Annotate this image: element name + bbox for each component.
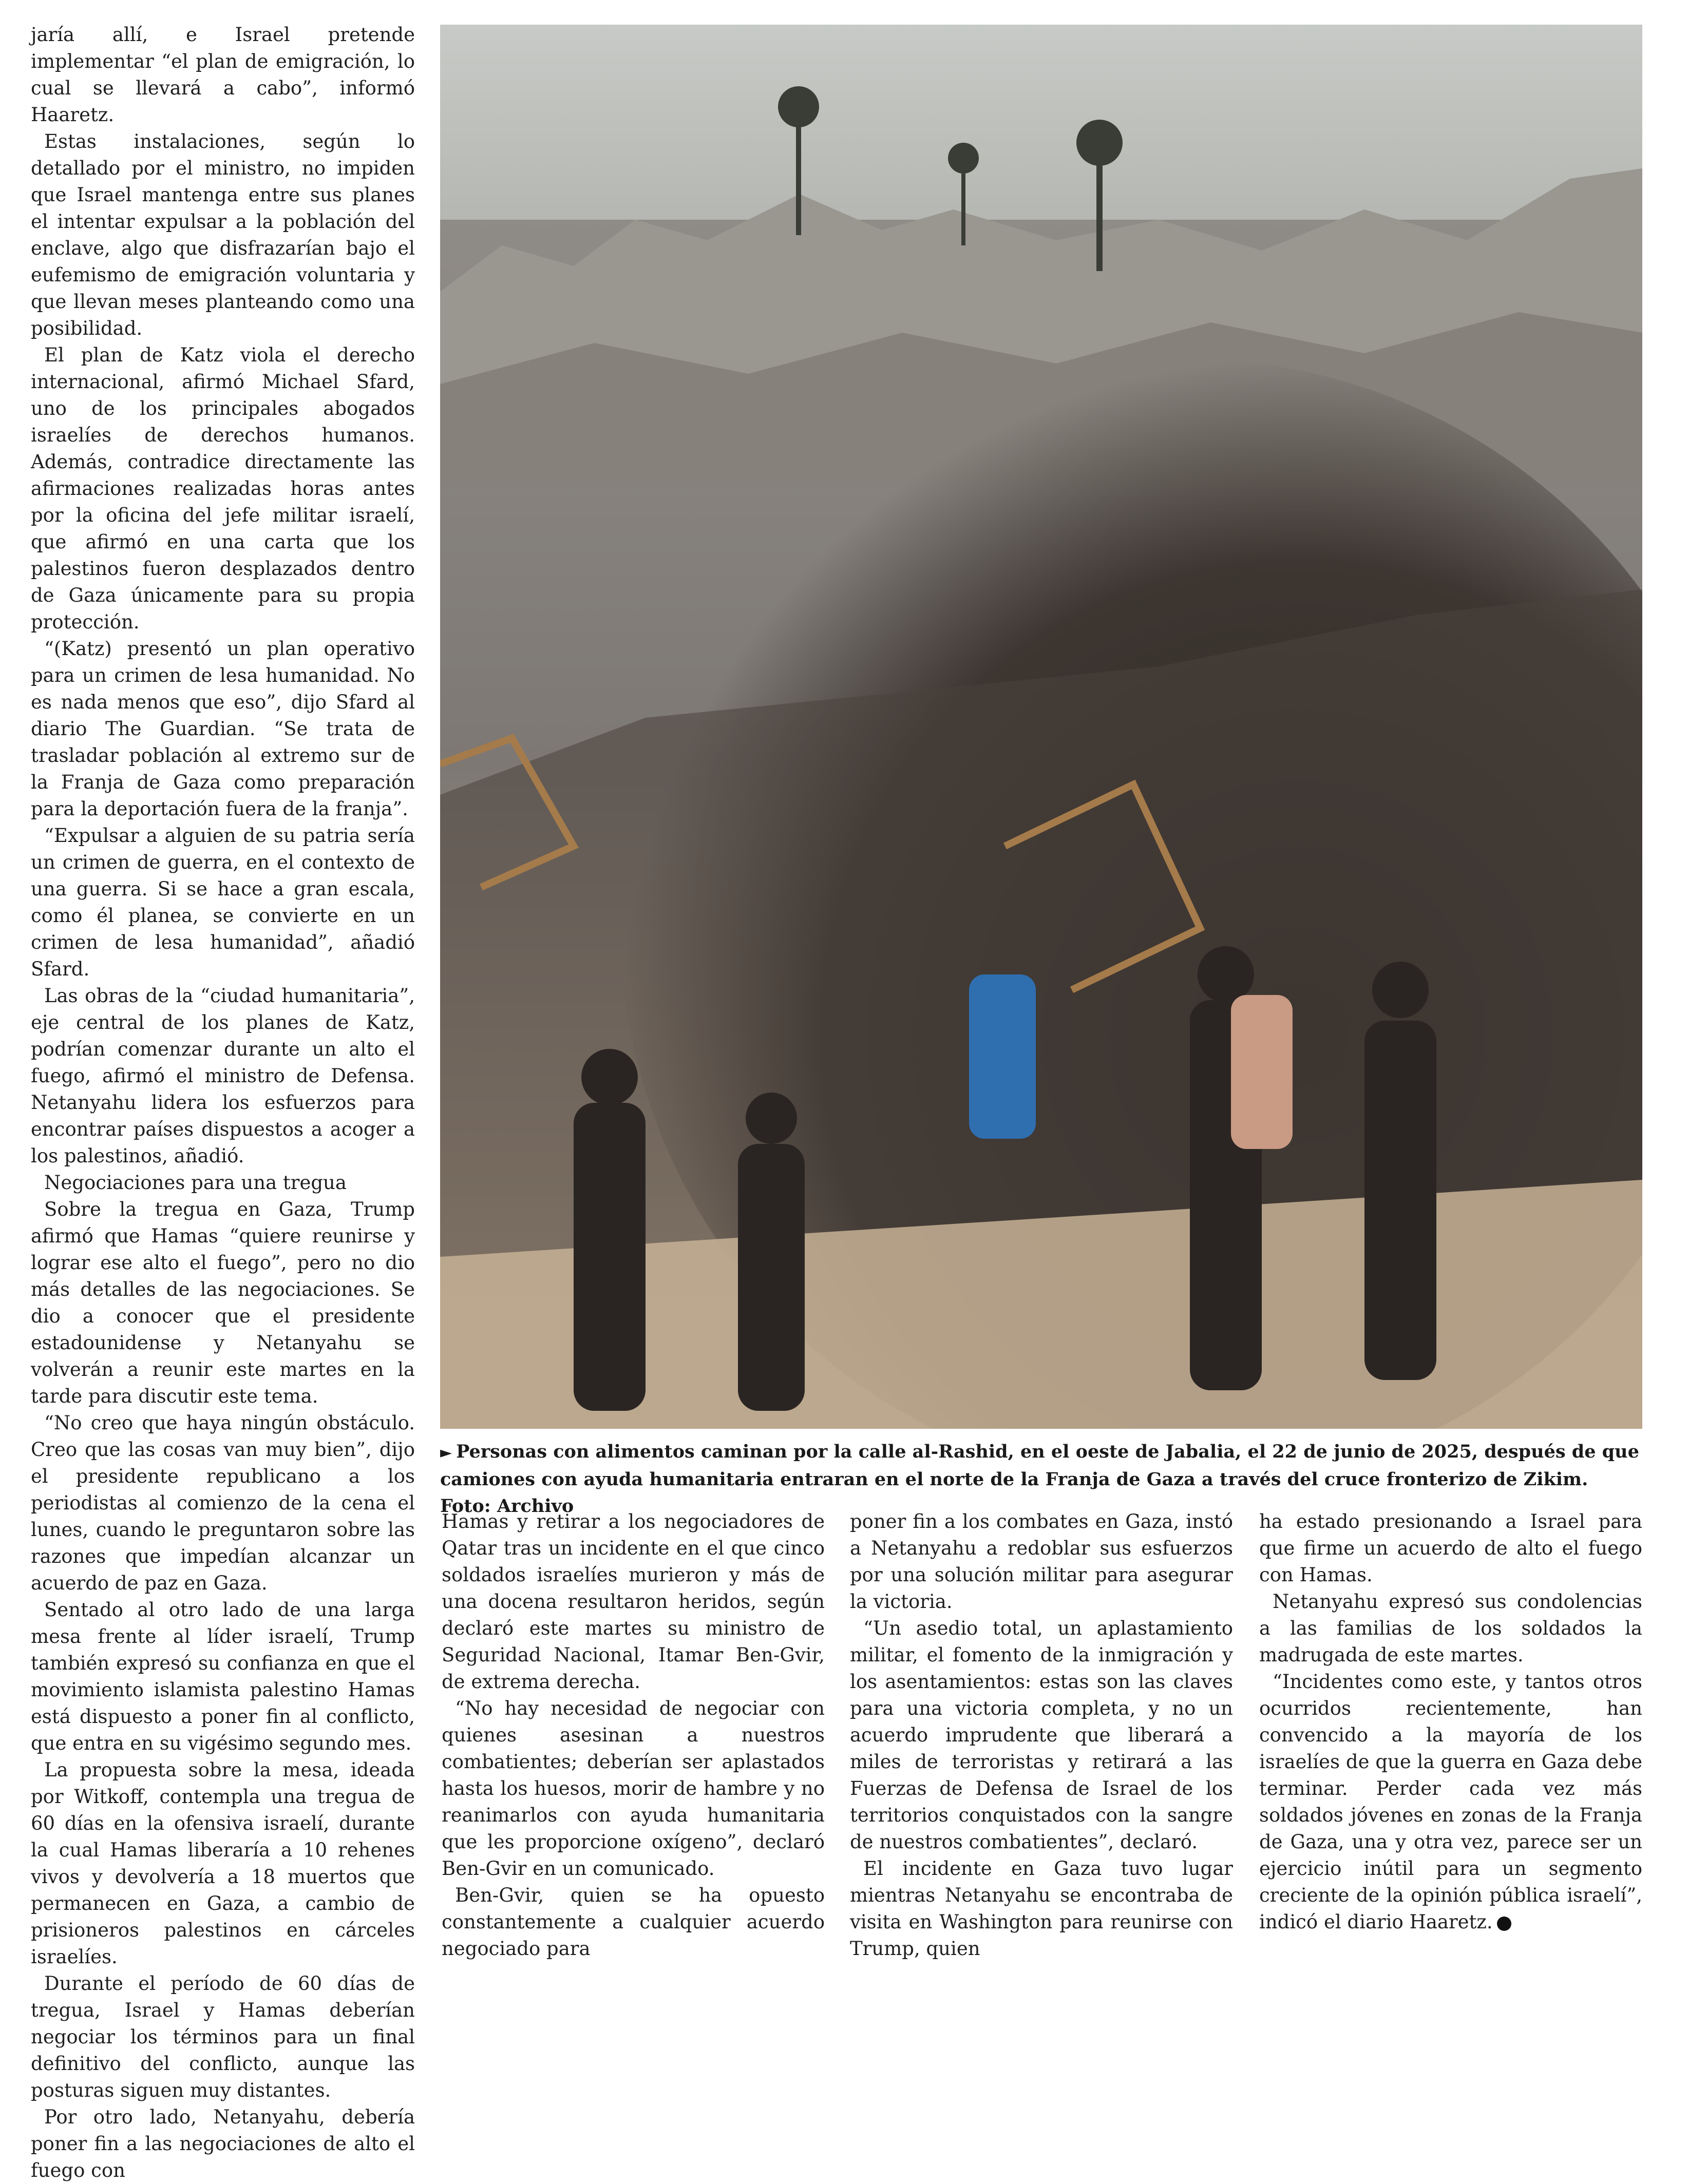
caption-arrow-icon: ► (440, 1444, 452, 1462)
paragraph: Netanyahu expresó sus condolencias a las familias de los soldados la madrugada de este martes. (1259, 1591, 1642, 1666)
news-photo (440, 25, 1642, 1429)
article-column-2 (442, 1508, 825, 1962)
caption-text: Personas con alimentos caminan por la calle al-Rashid, en el oeste de Jabalia, el 22 de junio de 2025, después de que camiones con ayuda humanitaria entraran en el norte de la Franja de Gaza a través del cruce fronterizo de Zikim. Foto: Archivo (440, 1441, 1639, 1517)
paragraph: “Expulsar a alguien de su patria sería un crimen de guerra, en el contexto de una guerra. Si se hace a gran escala, como él planea, se convierte en un crimen de lesa humanidad”, añadió Sfard. (31, 825, 415, 980)
paragraph: Sentado al otro lado de una larga mesa frente al líder israelí, Trump también expresó su confianza en que el movimiento islamista palestino Hamas está dispuesto a poner fin al conflicto, que entra en su vigésimo segundo mes. (31, 1599, 415, 1754)
photo-caption (440, 1439, 1642, 1520)
paragraph: El plan de Katz viola el derecho internacional, afirmó Michael Sfard, uno de los principales abogados israelíes de derechos humanos. Además, contradice directamente las afirmaciones realizadas horas antes por la oficina del jefe militar israelí, que afirmó en una carta que los palestinos fueron desplazados dentro de Gaza únicamente para su propia protección. (31, 344, 415, 633)
article-column-3 (850, 1508, 1233, 1962)
photo-crowd-rubble-icon (440, 25, 1642, 1429)
paragraph: “(Katz) presentó un plan operativo para un crimen de lesa humanidad. No es nada menos que eso”, dijo Sfard al diario The Guardian. “Se trata de trasladar población al extremo sur de la Franja de Gaza como preparación para la deportación fuera de la franja”. (31, 638, 415, 820)
paragraph: El incidente en Gaza tuvo lugar mientras Netanyahu se encontraba de visita en Washington para reunirse con Trump, quien (850, 1857, 1233, 1960)
paragraph: “No creo que haya ningún obstáculo. Creo que las cosas van muy bien”, dijo el presidente republicano a los periodistas al comienzo de la cena el lunes, cuando le preguntaron sobre las razones que impedían alcanzar un acuerdo de paz en Gaza. (31, 1412, 415, 1594)
paragraph: ha estado presionando a Israel para que firme un acuerdo de alto el fuego con Hamas. (1259, 1510, 1642, 1586)
end-of-article-icon (1497, 1917, 1511, 1931)
paragraph: Las obras de la “ciudad humanitaria”, eje central de los planes de Katz, podrían comenzar durante un alto el fuego, afirmó el ministro de Defensa. Netanyahu lidera los esfuerzos para encontrar países dispuestos a acoger a los palestinos, añadió. (31, 985, 415, 1167)
section-subheading: Negociaciones para una tregua (44, 1172, 347, 1194)
paragraph: “Incidentes como este, y tantos otros ocurridos recientemente, han convencido a la mayoría de los israelíes de que la guerra en Gaza debe terminar. Perder cada vez más soldados jóvenes en zonas de la Franja de Gaza, una y otra vez, parece ser un ejercicio inútil para un segmento creciente de la opinión pública israelí”, indicó el diario Haaretz. (1259, 1671, 1642, 1933)
paragraph: Sobre la tregua en Gaza, Trump afirmó que Hamas “quiere reunirse y lograr ese alto el fuego”, pero no dio más detalles de las negociaciones. Se dio a conocer que el presidente estadounidense y Netanyahu se volverán a reunir este martes en la tarde para discutir este tema. (31, 1198, 415, 1407)
paragraph: La propuesta sobre la mesa, ideada por Witkoff, contempla una tregua de 60 días en la ofensiva israelí, durante la cual Hamas liberaría a 10 rehenes vivos y devolvería a 18 muertos que permanecen en Gaza, a cambio de prisioneros palestinos en cárceles israelíes. (31, 1759, 415, 1968)
paragraph: Ben-Gvir, quien se ha opuesto constantemente a cualquier acuerdo negociado para (442, 1884, 825, 1960)
paragraph: “Un asedio total, un aplastamiento militar, el fomento de la inmigración y los asentamientos: estas son las claves para una victoria completa, y no un acuerdo imprudente que liberará a miles de terroristas y retirará a las Fuerzas de Defensa de Israel de los territorios conquistados con la sangre de nuestros combatientes”, declaró. (850, 1617, 1233, 1853)
article-column-1 (31, 22, 415, 2184)
paragraph: Por otro lado, Netanyahu, debería poner fin a las negociaciones de alto el fuego con (31, 2106, 415, 2181)
paragraph: poner fin a los combates en Gaza, instó a Netanyahu a redoblar sus esfuerzos por una solución militar para asegurar la victoria. (850, 1510, 1233, 1613)
paragraph: Estas instalaciones, según lo detallado por el ministro, no impiden que Israel mantenga entre sus planes el intentar expulsar a la población del enclave, algo que disfrazarían bajo el eufemismo de emigración voluntaria y que llevan meses planteando como una posibilidad. (31, 130, 415, 339)
paragraph: Hamas y retirar a los negociadores de Qatar tras un incidente en el que cinco soldados israelíes murieron y más de una docena resultaron heridos, según declaró este martes su ministro de Seguridad Nacional, Itamar Ben-Gvir, de extrema derecha. (442, 1510, 825, 1693)
article-column-4 (1259, 1508, 1642, 1936)
paragraph: “No hay necesidad de negociar con quienes asesinan a nuestros combatientes; deberían ser aplastados hasta los huesos, morir de hambre y no reanimarlos con ayuda humanitaria que les proporcione oxígeno”, declaró Ben-Gvir en un comunicado. (442, 1697, 825, 1880)
paragraph: Durante el período de 60 días de tregua, Israel y Hamas deberían negociar los términos para un final definitivo del conflicto, aunque las posturas siguen muy distantes. (31, 1972, 415, 2101)
paragraph: jaría allí, e Israel pretende implementar “el plan de emigración, lo cual se llevará a cabo”, informó Haaretz. (31, 24, 415, 126)
